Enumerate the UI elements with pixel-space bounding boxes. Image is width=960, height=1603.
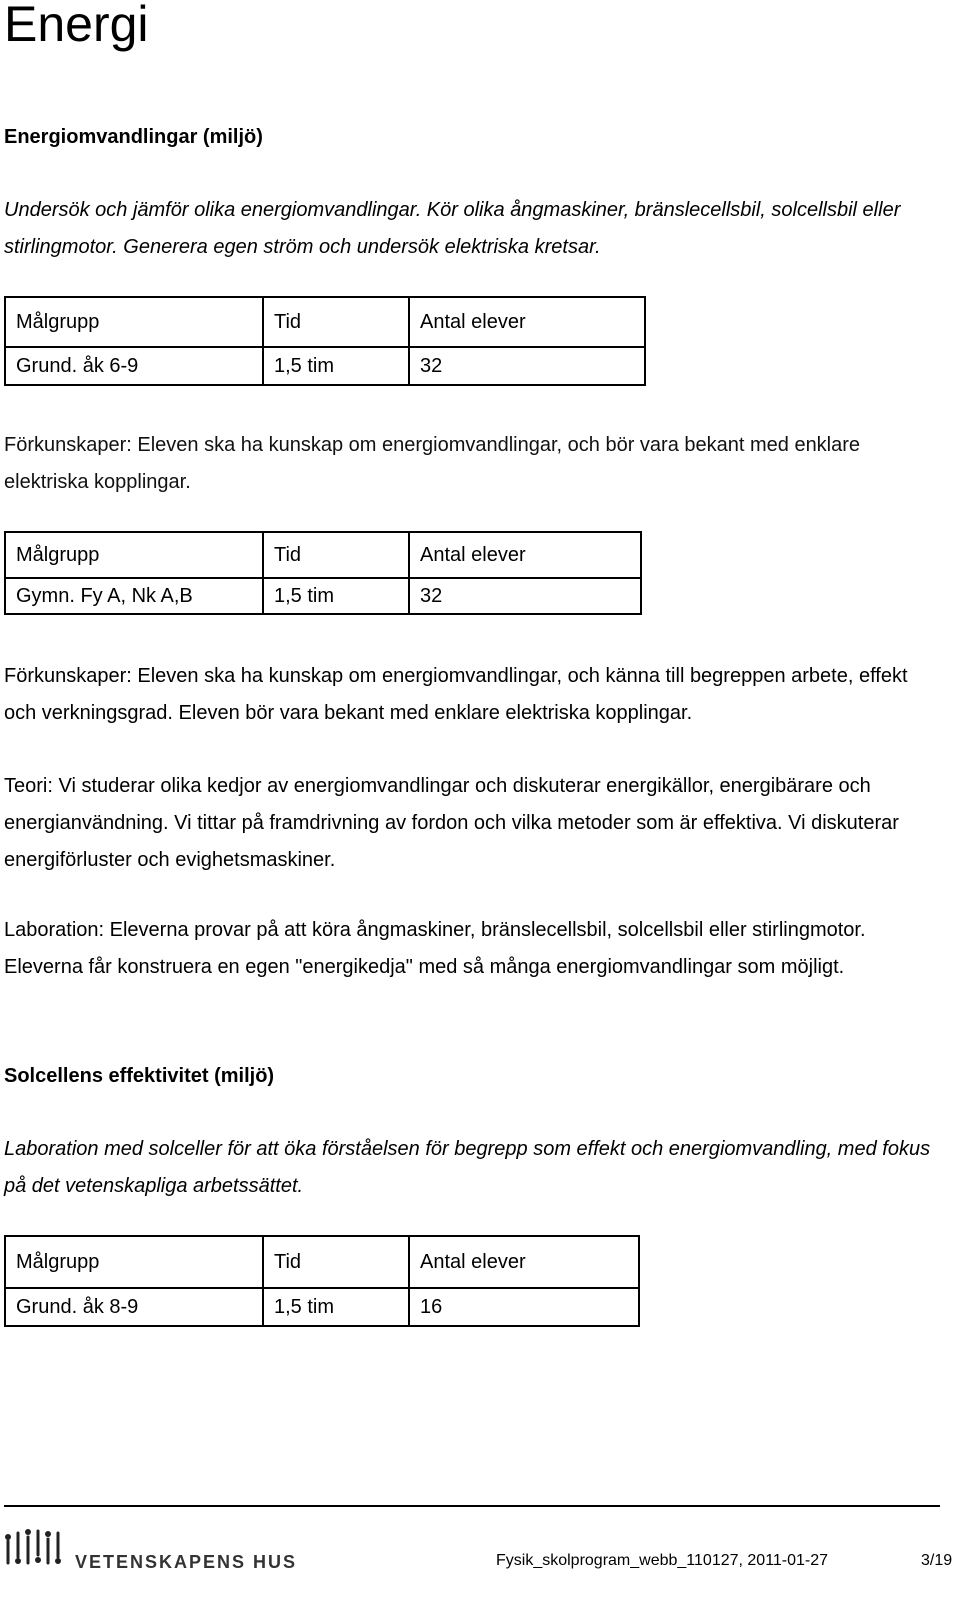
cell-malgrupp: Grund. åk 8-9 — [5, 1288, 263, 1326]
laboration-text: Laboration: Eleverna provar på att köra ångmaskiner, bränslecellsbil, solcellsbil eller stirlingmotor. Eleverna får konstruera en egen "energikedja" med så många energiomvandlingar som möjligt. — [4, 919, 866, 978]
header-tid: Tid — [263, 1236, 409, 1288]
cell-malgrupp: Grund. åk 6-9 — [5, 347, 263, 385]
header-antal-elever: Antal elever — [409, 297, 645, 347]
info-table — [4, 531, 642, 615]
logo-text: VETENSKAPENS HUS — [75, 1552, 298, 1572]
footer-divider — [4, 1505, 940, 1507]
cell-malgrupp: Gymn. Fy A, Nk A,B — [5, 578, 263, 614]
vetenskapens-hus-logo-icon — [4, 1527, 64, 1572]
section-intro: Undersök och jämför olika energiomvandlingar. Kör olika ångmaskiner, bränslecellsbil, solcellsbil eller stirlingmotor. Generera egen ström och undersök elektriska kretsar. — [4, 199, 901, 258]
cell-tid: 1,5 tim — [263, 1288, 409, 1326]
header-tid: Tid — [263, 297, 409, 347]
cell-antal: 32 — [409, 578, 641, 614]
header-malgrupp: Målgrupp — [5, 1236, 263, 1288]
cell-antal: 32 — [409, 347, 645, 385]
header-malgrupp: Målgrupp — [5, 532, 263, 578]
theory-text: Teori: Vi studerar olika kedjor av energiomvandlingar och diskuterar energikällor, energibärare och energianvändning. Vi tittar på framdrivning av fordon och vilka metoder som är effektiva. Vi diskuterar energiförluster och evighetsmaskiner. — [4, 775, 899, 871]
cell-tid: 1,5 tim — [263, 347, 409, 385]
header-malgrupp: Målgrupp — [5, 297, 263, 347]
info-table — [4, 1235, 640, 1327]
cell-tid: 1,5 tim — [263, 578, 409, 614]
page-title: Energi — [4, 0, 149, 52]
section-intro: Laboration med solceller för att öka förståelsen för begrepp som effekt och energiomvandling, med fokus på det vetenskapliga arbetssättet. — [4, 1138, 931, 1197]
footer-file-info: Fysik_skolprogram_webb_110127, 2011-01-27 — [496, 1552, 829, 1569]
prerequisites-text: Förkunskaper: Eleven ska ha kunskap om energiomvandlingar, och bör vara bekant med enklare elektriska kopplingar. — [4, 434, 861, 493]
cell-antal: 16 — [409, 1288, 639, 1326]
header-tid: Tid — [263, 532, 409, 578]
prerequisites-text: Förkunskaper: Eleven ska ha kunskap om energiomvandlingar, och känna till begreppen arbete, effekt och verkningsgrad. Eleven bör vara bekant med enklare elektriska kopplingar. — [4, 665, 908, 724]
section-heading-energiomvandlingar: Energiomvandlingar (miljö) — [4, 126, 263, 148]
page-number: 3/19 — [921, 1552, 953, 1569]
header-antal-elever: Antal elever — [409, 1236, 639, 1288]
section-heading-solcellens-effektivitet: Solcellens effektivitet (miljö) — [4, 1065, 275, 1087]
header-antal-elever: Antal elever — [409, 532, 641, 578]
info-table — [4, 296, 646, 386]
